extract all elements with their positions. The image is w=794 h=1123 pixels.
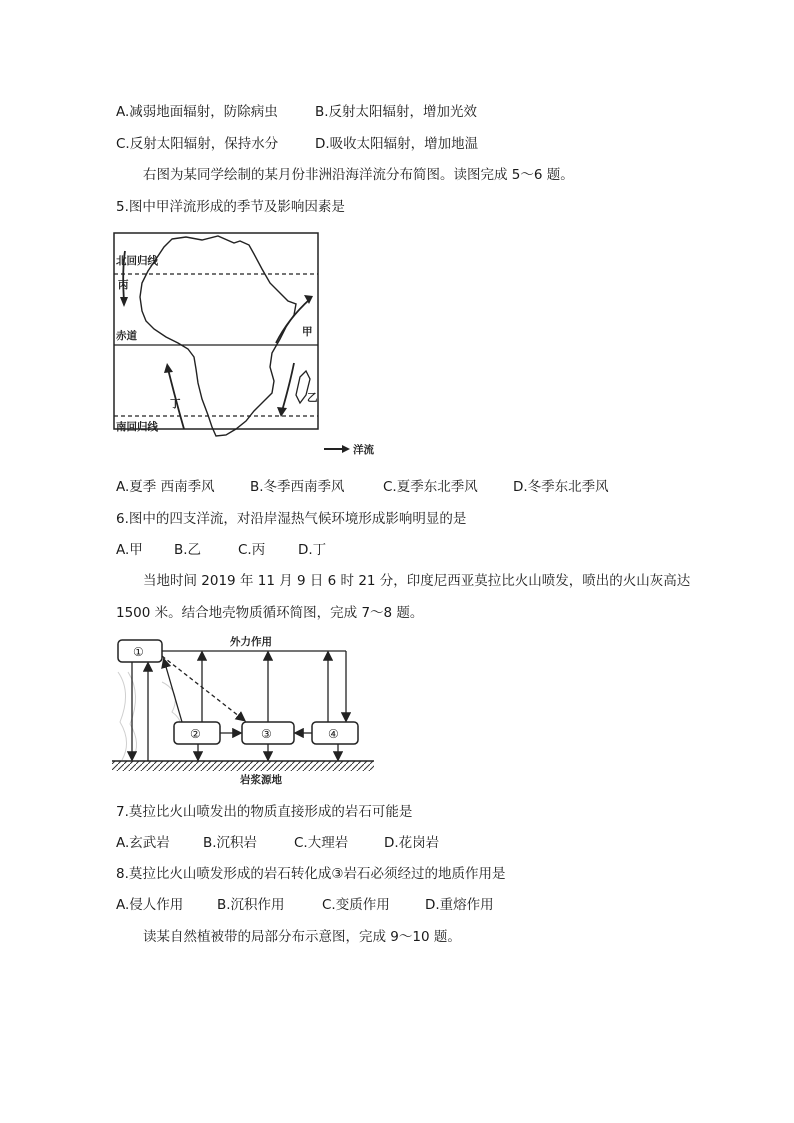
rock-box-1-label: ①: [133, 645, 144, 659]
external-process-label: 外力作用: [230, 636, 272, 648]
q5-option-d: D.冬季东北季风: [513, 479, 609, 495]
current-bing-arrow: [123, 251, 125, 301]
q8-option-d: D.重熔作用: [425, 897, 494, 913]
q7-option-a: A.玄武岩: [116, 835, 170, 851]
tropic-south-label: 南回归线: [116, 421, 158, 433]
q8-stem: 8.莫拉比火山喷发形成的岩石转化成③岩石必须经过的地质作用是: [116, 866, 506, 882]
africa-outline: [140, 236, 296, 436]
magma-label: 岩浆源地: [240, 774, 282, 786]
q6-option-a: A.甲: [116, 542, 143, 558]
legend-label: 洋流: [353, 444, 374, 456]
q6-option-d: D.丁: [298, 542, 327, 558]
label-jia: 甲: [302, 326, 313, 338]
tropic-north-label: 北回归线: [116, 255, 158, 267]
q7-option-b: B.沉积岩: [203, 835, 258, 851]
q7-option-c: C.大理岩: [294, 835, 349, 851]
q4-option-a: A.减弱地面辐射，防除病虫: [116, 104, 278, 120]
label-yi: 乙: [307, 392, 318, 404]
q6-stem: 6.图中的四支洋流，对沿岸湿热气候环境形成影响明显的是: [116, 511, 467, 527]
rock-cycle-diagram: [112, 632, 382, 792]
africa-current-map: [112, 231, 392, 461]
intro-9-10: 读某自然植被带的局部分布示意图，完成 9～10 题。: [143, 929, 461, 945]
q6-option-b: B.乙: [174, 542, 202, 558]
rock-box-4-label: ④: [328, 727, 339, 741]
q8-option-a: A.侵人作用: [116, 897, 184, 913]
rock-box-2-label: ②: [190, 727, 201, 741]
q5-option-c: C.夏季东北季风: [383, 479, 478, 495]
current-yi-arrow: [282, 363, 294, 411]
intro-7-8-line1: 当地时间 2019 年 11 月 9 日 6 时 21 分，印度尼西亚莫拉比火山喷发，喷出的火山灰高达: [143, 573, 691, 589]
q6-option-c: C.丙: [238, 542, 266, 558]
rock-box-3-label: ③: [261, 727, 272, 741]
q5-option-b: B.冬季西南季风: [250, 479, 345, 495]
magma-ground-hatch: [112, 761, 374, 771]
intro-5-6: 右图为某同学绘制的某月份非洲沿海洋流分布简图。读图完成 5～6 题。: [143, 167, 574, 183]
q8-option-b: B.沉积作用: [217, 897, 285, 913]
q7-option-d: D.花岗岩: [384, 835, 440, 851]
q4-option-d: D.吸收太阳辐射，增加地温: [315, 136, 479, 152]
q5-stem: 5.图中甲洋流形成的季节及影响因素是: [116, 199, 345, 215]
q7-stem: 7.莫拉比火山喷发出的物质直接形成的岩石可能是: [116, 804, 413, 820]
q4-option-b: B.反射太阳辐射，增加光效: [315, 104, 478, 120]
label-bing: 丙: [118, 279, 129, 291]
intro-7-8-line2: 1500 米。结合地壳物质循环简图，完成 7～8 题。: [116, 605, 424, 621]
q8-option-c: C.变质作用: [322, 897, 390, 913]
equator-label: 赤道: [116, 330, 137, 342]
q4-option-c: C.反射太阳辐射，保持水分: [116, 136, 279, 152]
q5-option-a: A.夏季 西南季风: [116, 479, 215, 495]
label-ding: 丁: [170, 398, 181, 410]
